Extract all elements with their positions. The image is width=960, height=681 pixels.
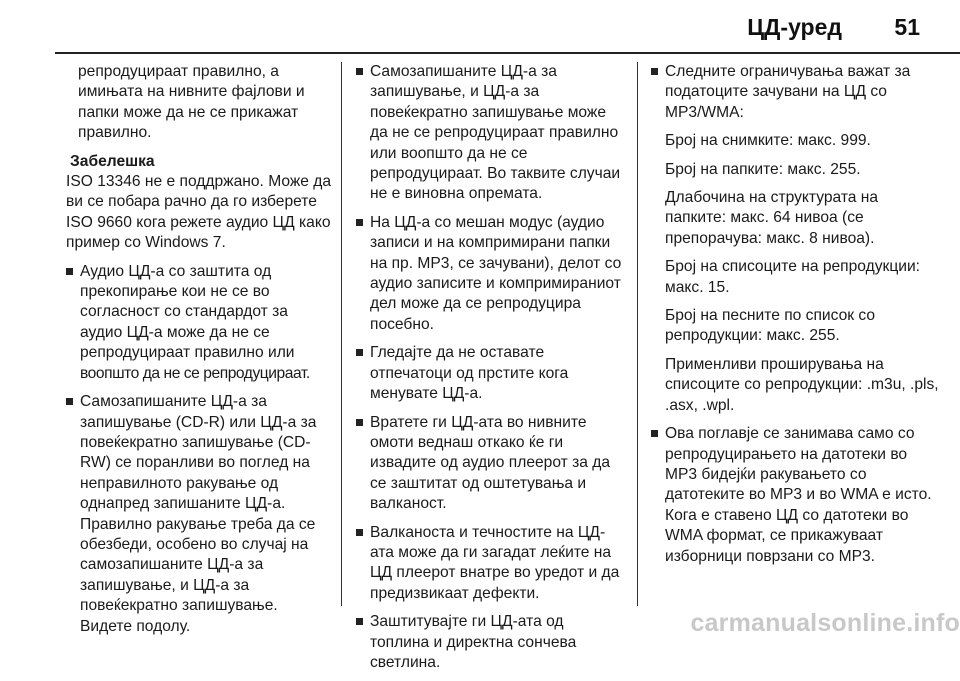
bullet-square-icon	[356, 68, 363, 75]
watermark: carmanualsonline.info	[690, 609, 960, 637]
text-column-2	[356, 62, 626, 681]
bullet-square-icon	[66, 398, 73, 405]
bullet-item	[356, 612, 626, 673]
bullet-square-icon	[356, 618, 363, 625]
column-divider	[637, 62, 638, 606]
bullet-item	[651, 424, 943, 567]
column-divider	[341, 62, 342, 606]
bullet-square-icon	[651, 430, 658, 437]
limit-item: Број на песните по список со репродукции: макс. 255.	[665, 307, 876, 345]
bullet-square-icon	[66, 268, 73, 275]
bullet-item	[66, 392, 334, 637]
bullet-item	[356, 62, 626, 205]
limit-item: Број на списоците на репродукции: макс. 15.	[665, 258, 921, 296]
bullet-square-icon	[651, 68, 658, 75]
bullet-text: Валканоста и течностите на ЦД-ата може да ги загадат леќите на ЦД плеерот внатре во уредот и да предизвикаат дефекти.	[370, 523, 620, 602]
bullet-text: Самозапишаните ЦД-а за запишување (CD-R) или ЦД-а за повеќекратно запишување (CD-RW) се поранливи во поглед на неправилното ракување од однапред запишаните ЦД-а. Правилно ракување треба да се обезбеди, особено во случај на самозапишаните ЦД-а за запишување, и ЦД-а за повеќекратно запишување. Видете подолу.	[80, 393, 317, 635]
bullet-square-icon	[356, 219, 363, 226]
bullet-square-icon	[356, 529, 363, 536]
limit-item: Длабочина на структурата на папките: макс. 64 нивоа (се препорачува: макс. 8 нивоа).	[665, 189, 879, 247]
bullet-item	[651, 62, 943, 123]
bullet-text: Аудио ЦД-а со заштита од прекопирање кои не се во согласност со стандардот за аудио ЦД-а може да не се репродуцираат правилно или	[80, 262, 295, 362]
bullet-square-icon	[356, 419, 363, 426]
page-number: 51	[894, 14, 920, 40]
header-rule	[55, 52, 960, 54]
bullet-text: воопшто да не се репродуцираат.	[80, 364, 310, 382]
bullet-text: Самозапишаните ЦД-а за запишување, и ЦД-а за повеќекратно запишување може да не се репродуцираат правилно или воопшто да не се репродуцираат. Во таквите случаи не е виновна опремата.	[370, 63, 621, 203]
limit-item: Број на снимките: макс. 999.	[665, 132, 871, 150]
bullet-text: Следните ограничувања важат за податоците зачувани на ЦД со MP3/WMA:	[665, 63, 911, 121]
limit-item: Број на папките: макс. 255.	[665, 160, 861, 178]
note-title: Забелешка	[70, 152, 155, 170]
bullet-text: Ова поглавје се занимава само со репродуцирањето на датотеки во MP3 бидејќи ракувањето со датотеките во MP3 и во WMA е исто. Кога е ставено ЦД со датотеки во WMA формат, се прикажуваат изборници поврзани со MP3.	[665, 425, 932, 565]
bullet-item	[356, 213, 626, 335]
bullet-item	[66, 262, 334, 384]
bullet-text: Заштитувајте ги ЦД-ата од топлина и директна сончева светлина.	[370, 613, 577, 671]
bullet-text: На ЦД-а со мешан модус (аудио записи и на компримирани папки на пр. MP3, се зачувани), делот со аудио записите и компримираниот дел може да се репродуцира посебно.	[370, 213, 622, 333]
text-column-1	[66, 62, 334, 645]
note-text: ISO 13346 не е поддржано. Може да ви се побара рачно да го изберете ISO 9660 кога режете аудио ЦД како пример со Windows 7.	[66, 173, 332, 252]
bullet-square-icon	[356, 349, 363, 356]
bullet-text: Вратете ги ЦД-ата во нивните омоти веднаш откако ќе ги извадите од аудио плеерот за да се заштитат од оштетувања и валканост.	[370, 413, 611, 513]
bullet-text: Гледајте да не оставате отпечатоци од прстите кога менувате ЦД-а.	[370, 344, 569, 403]
limit-item: Применливи проширувања на списоците со репродукции: .m3u, .pls, .asx, .wpl.	[665, 355, 939, 414]
bullet-item	[356, 413, 626, 515]
text-column-3	[651, 62, 943, 575]
bullet-item	[356, 523, 626, 605]
page-header-title: ЦД-уред	[747, 14, 842, 40]
bullet-item	[356, 343, 626, 404]
continued-paragraph: репродуцираат правилно, а имињата на нивните фајлови и папки може да не се прикажат правилно.	[78, 63, 305, 142]
